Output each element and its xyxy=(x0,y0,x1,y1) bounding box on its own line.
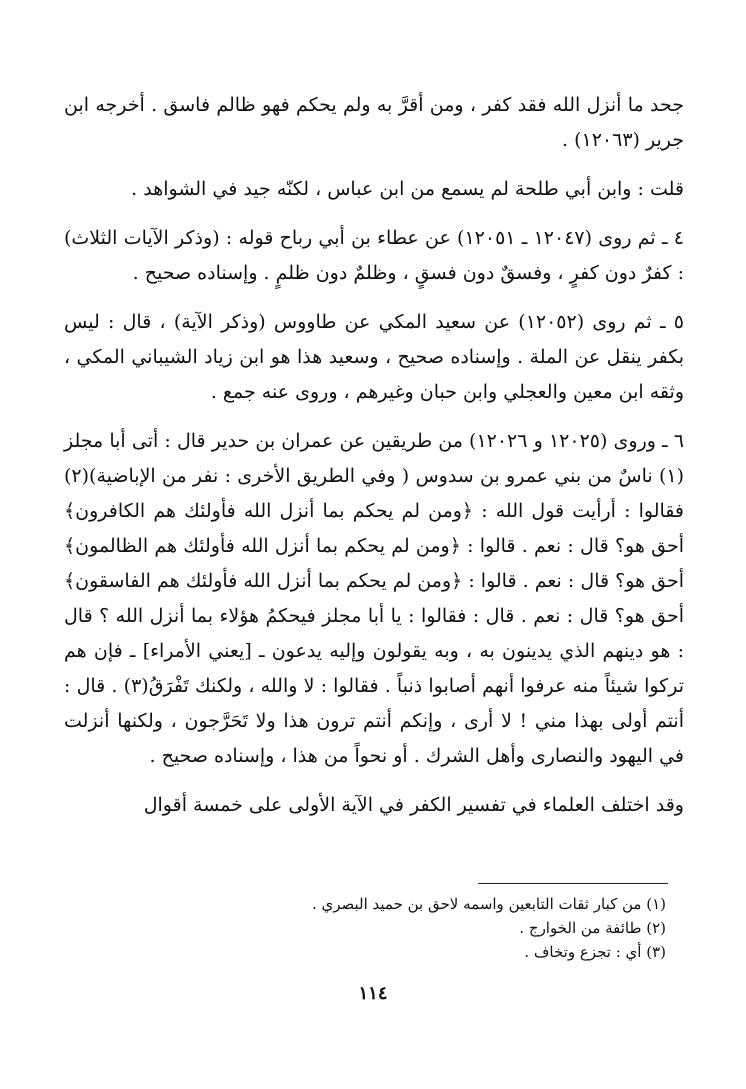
footnote-divider xyxy=(478,883,668,884)
footnote-3: (٣) أي : تجزع وتخاف . xyxy=(524,943,666,961)
page-number: ١١٤ xyxy=(358,983,388,1004)
paragraph-ibn-jarir: جحد ما أنزل الله فقد كفر ، ومن أقرَّ به ولم يحكم فهو ظالم فاسق . أخرجه ابن جرير (١٢٠٦٣) . xyxy=(64,94,684,151)
paragraph-comment: قلت : وابن أبي طلحة لم يسمع من ابن عباس ، لكنّه جيد في الشواهد . xyxy=(131,178,684,200)
main-text xyxy=(64,88,684,823)
footnote-2: (٢) طائفة من الخوارج . xyxy=(519,919,666,937)
paragraph-4-ata: ٤ ـ ثم روى (١٢٠٤٧ ـ ١٢٠٥١) عن عطاء بن أبي رباح قوله : (وذكر الآيات الثلاث) : كفرٌ دون كفرٍ ، وفسقٌ دون فسقٍ ، وظلمٌ دون ظلمٍ . وإسناده صحيح . xyxy=(64,227,685,284)
footnote-1: (١) من كبار ثقات التابعين واسمه لاحق بن حميد البصري . xyxy=(311,895,666,913)
paragraph-6-abu-mijlaz: ٦ ـ وروى (١٢٠٢٥ و ١٢٠٢٦) من طريقين عن عمران بن حدير قال : أتى أبا مجلز (١) ناسٌ من بني عمرو بن سدوس ( وفي الطريق الأخرى : نفر من الإباضية)(٢) فقالوا : أرأيت قول الله : ﴿ومن لم يحكم بما أنزل الله فأولئك هم الكافرون﴾ أحق هو؟ قال : نعم . قالوا : ﴿ومن لم يحكم بما أنزل الله فأولئك هم الظالمون﴾ أحق هو؟ قال : نعم . قالوا : ﴿ومن لم يحكم بما أنزل الله فأولئك هم الفاسقون﴾ أحق هو؟ قال : نعم . قال : فقالوا : يا أبا مجلز فيحكمُ هؤلاء بما أنزل الله ؟ قال : هو دينهم الذي يدينون به ، وبه يقولون وإليه يدعون ـ [يعني الأمراء] ـ فإن هم تركوا شيئاً منه عرفوا أنهم أصابوا ذنباً . فقالوا : لا والله ، ولكنك تَفْرَقُ(٣) . قال : أنتم أولى بهذا مني ! لا أرى ، وإنكم أنتم ترون هذا ولا تَحَرَّجون ، ولكنها أنزلت في اليهود والنصارى وأهل الشرك . أو نحواً من هذا ، وإسناده صحيح . xyxy=(64,430,684,767)
paragraph-scholars-differ: وقد اختلف العلماء في تفسير الكفر في الآية الأولى على خمسة أقوال xyxy=(143,794,684,816)
paragraph-5-tawus: ٥ ـ ثم روى (١٢٠٥٢) عن سعيد المكي عن طاووس (وذكر الآية) ، قال : ليس بكفر ينقل عن الملة . وإسناده صحيح ، وسعيد هذا هو ابن زياد الشيباني المكي ، وثقه ابن معين والعجلي وابن حبان وغيرهم ، وروى عنه جمع . xyxy=(64,311,684,403)
footnotes xyxy=(86,892,666,964)
